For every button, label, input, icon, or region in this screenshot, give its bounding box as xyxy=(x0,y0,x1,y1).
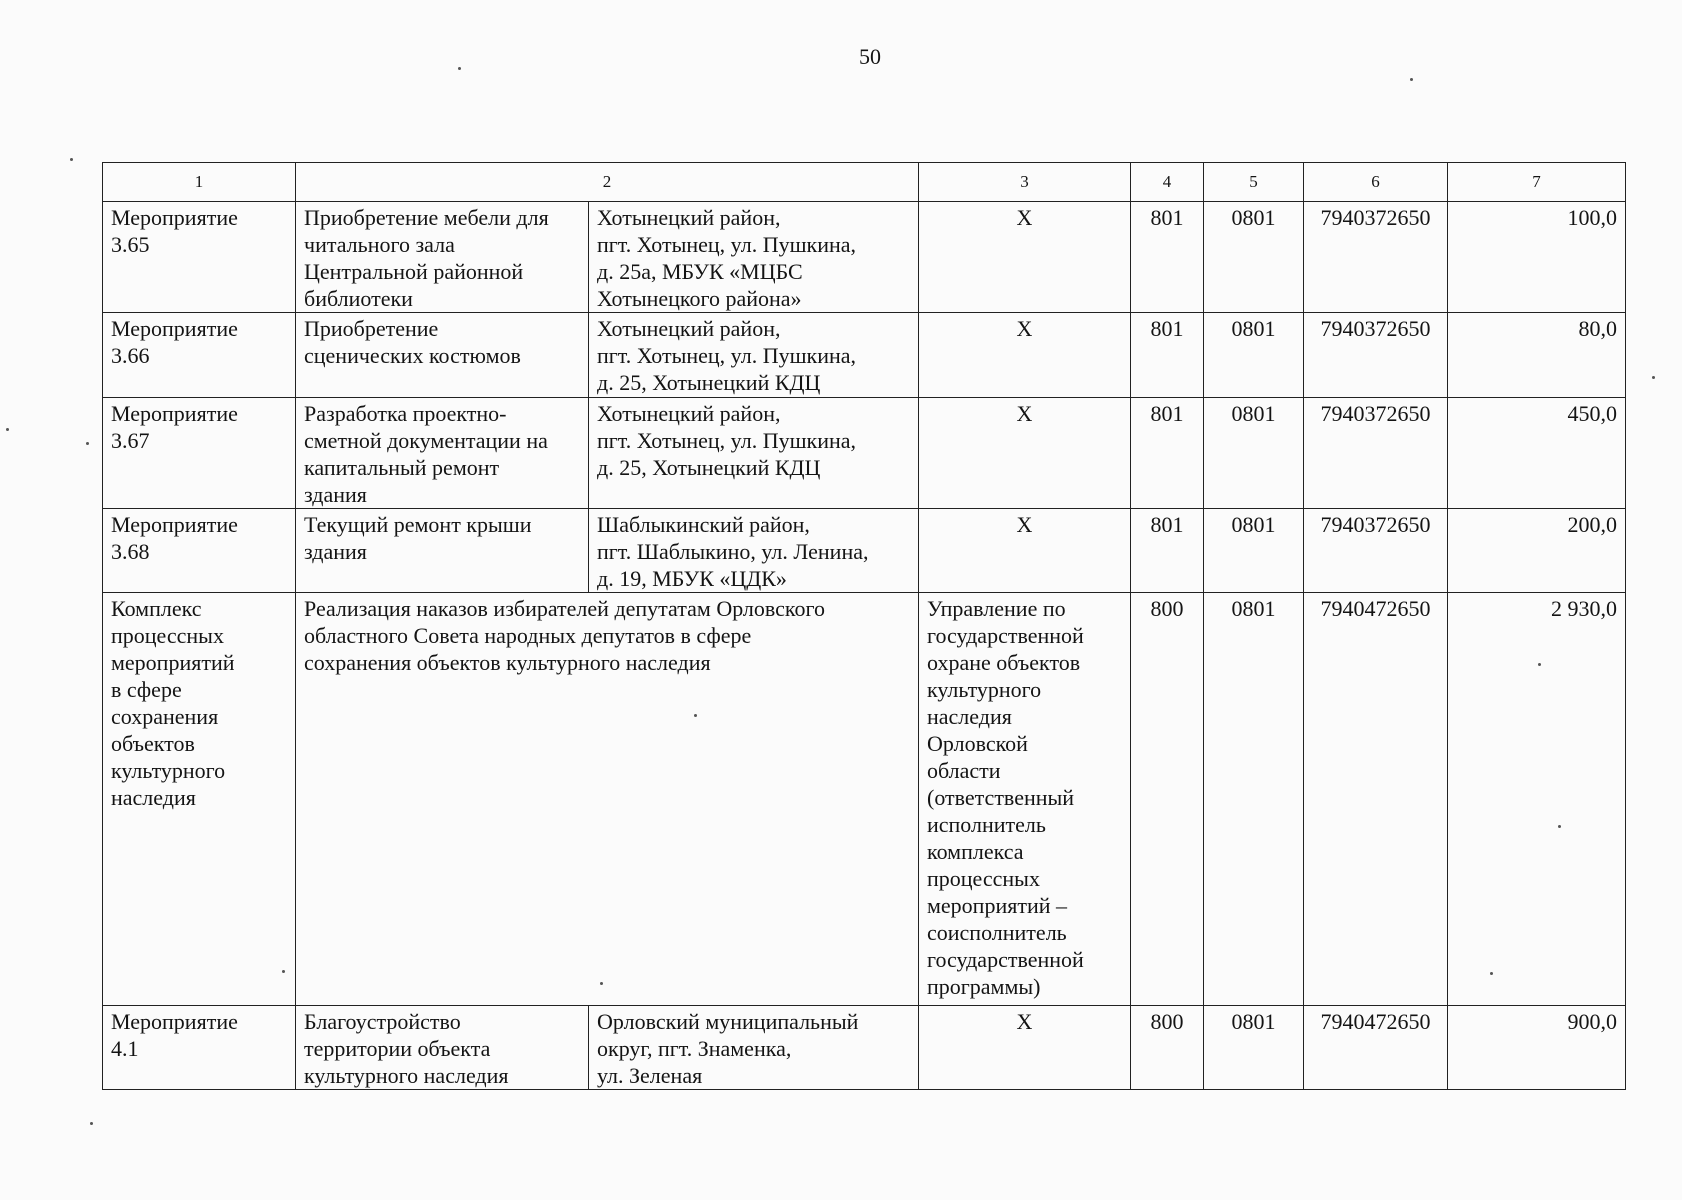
code-target: 7940372650 xyxy=(1304,398,1448,509)
scan-speck xyxy=(1558,825,1561,828)
scan-speck xyxy=(1410,78,1413,81)
header-col-6: 6 xyxy=(1304,163,1448,202)
scan-speck xyxy=(600,982,603,985)
page-number: 50 xyxy=(859,44,881,69)
budget-table xyxy=(102,162,1626,1090)
header-col-1: 1 xyxy=(103,163,296,202)
code-target: 7940372650 xyxy=(1304,313,1448,398)
amount: 80,0 xyxy=(1448,313,1626,398)
code-target: 7940372650 xyxy=(1304,202,1448,313)
executor: Х xyxy=(919,202,1131,313)
executor: Х xyxy=(919,313,1131,398)
scan-speck xyxy=(6,428,9,431)
code-target: 7940372650 xyxy=(1304,509,1448,593)
code-section: 0801 xyxy=(1204,509,1304,593)
table-row xyxy=(103,313,1626,398)
header-col-3: 3 xyxy=(919,163,1131,202)
code-section: 0801 xyxy=(1204,1006,1304,1090)
executor: Х xyxy=(919,509,1131,593)
activity-name: Мероприятие 3.66 xyxy=(103,313,296,398)
activity-description: Разработка проектно- сметной документации на капитальный ремонт здания xyxy=(296,398,589,509)
amount: 450,0 xyxy=(1448,398,1626,509)
header-col-2: 2 xyxy=(296,163,919,202)
header-col-5: 5 xyxy=(1204,163,1304,202)
code-section: 0801 xyxy=(1204,202,1304,313)
activity-description: Благоустройство территории объекта культурного наследия xyxy=(296,1006,589,1090)
code-grbs: 801 xyxy=(1131,509,1204,593)
scan-speck xyxy=(1652,376,1655,379)
scan-speck xyxy=(1538,663,1541,666)
scan-speck xyxy=(86,442,89,445)
code-target: 7940472650 xyxy=(1304,593,1448,1006)
amount: 2 930,0 xyxy=(1448,593,1626,1006)
activity-address: Хотынецкий район, пгт. Хотынец, ул. Пушкина, д. 25а, МБУК «МЦБС Хотынецкого района» xyxy=(589,202,919,313)
activity-address: Хотынецкий район, пгт. Хотынец, ул. Пушкина, д. 25, Хотынецкий КДЦ xyxy=(589,398,919,509)
complex-row xyxy=(103,593,1626,1006)
code-grbs: 801 xyxy=(1131,398,1204,509)
code-section: 0801 xyxy=(1204,593,1304,1006)
activity-name: Мероприятие 3.68 xyxy=(103,509,296,593)
code-grbs: 801 xyxy=(1131,202,1204,313)
activity-description: Текущий ремонт крыши здания xyxy=(296,509,589,593)
code-grbs: 801 xyxy=(1131,313,1204,398)
executor: Х xyxy=(919,398,1131,509)
scan-speck xyxy=(70,158,73,161)
activity-name: Мероприятие 3.65 xyxy=(103,202,296,313)
complex-name: Комплекс процессных мероприятий в сфере сохранения объектов культурного наследия xyxy=(103,593,296,1006)
code-grbs: 800 xyxy=(1131,593,1204,1006)
executor: Х xyxy=(919,1006,1131,1090)
table-row xyxy=(103,1006,1626,1090)
code-section: 0801 xyxy=(1204,313,1304,398)
scan-speck xyxy=(694,714,697,717)
activity-address: Шаблыкинский район, пгт. Шаблыкино, ул. Ленина, д. 19, МБУК «ЦДК» xyxy=(589,509,919,593)
activity-name: Мероприятие 3.67 xyxy=(103,398,296,509)
amount: 200,0 xyxy=(1448,509,1626,593)
activity-address: Орловский муниципальный округ, пгт. Знаменка, ул. Зеленая xyxy=(589,1006,919,1090)
table-row xyxy=(103,398,1626,509)
scan-speck xyxy=(458,67,461,70)
header-row xyxy=(103,163,1626,202)
header-col-7: 7 xyxy=(1448,163,1626,202)
complex-description: Реализация наказов избирателей депутатам Орловского областного Совета народных депутатов в сфере сохранения объектов культурного наследия xyxy=(296,593,919,1006)
code-section: 0801 xyxy=(1204,398,1304,509)
header-col-4: 4 xyxy=(1131,163,1204,202)
code-grbs: 800 xyxy=(1131,1006,1204,1090)
table-row xyxy=(103,202,1626,313)
scan-speck xyxy=(282,970,285,973)
activity-description: Приобретение сценических костюмов xyxy=(296,313,589,398)
amount: 900,0 xyxy=(1448,1006,1626,1090)
table-row xyxy=(103,509,1626,593)
amount: 100,0 xyxy=(1448,202,1626,313)
activity-description: Приобретение мебели для читального зала Центральной районной библиотеки xyxy=(296,202,589,313)
scan-speck xyxy=(1490,972,1493,975)
code-target: 7940472650 xyxy=(1304,1006,1448,1090)
scan-speck xyxy=(90,1122,93,1125)
complex-executor: Управление по государственной охране объектов культурного наследия Орловской области (ответственный исполнитель комплекса процессных мероприятий – соисполнитель государственной программы) xyxy=(919,593,1131,1006)
activity-address: Хотынецкий район, пгт. Хотынец, ул. Пушкина, д. 25, Хотынецкий КДЦ xyxy=(589,313,919,398)
activity-name: Мероприятие 4.1 xyxy=(103,1006,296,1090)
